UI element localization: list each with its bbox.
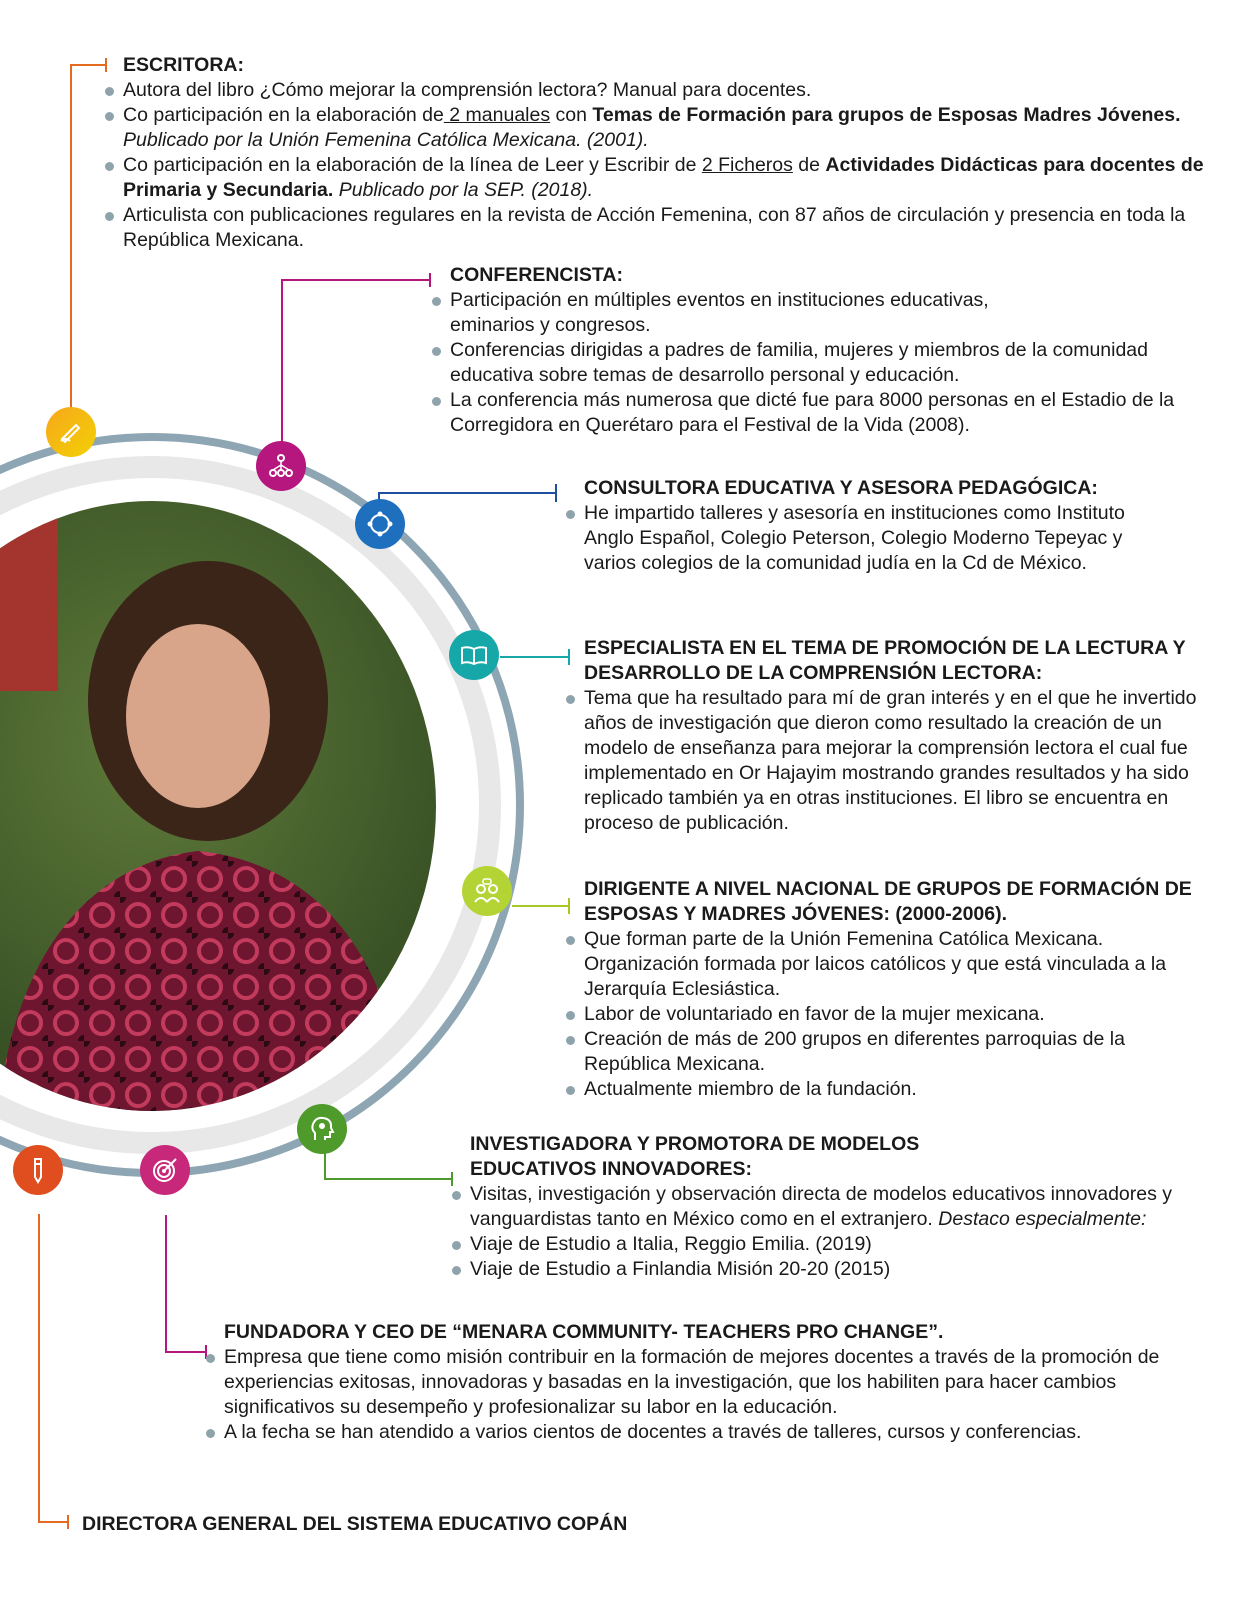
list-item: Autora del libro ¿Cómo mejorar la comprensión lectora? Manual para docentes. <box>105 78 1215 103</box>
section-investigadora <box>452 1132 1222 1282</box>
open-book-icon <box>449 630 499 680</box>
section-title: CONSULTORA EDUCATIVA Y ASESORA PEDAGÓGICA: <box>584 477 1098 499</box>
network-people-icon <box>256 441 306 491</box>
list-item: La conferencia más numerosa que dicté fue para 8000 personas en el Estadio de la Corregidora en Querétaro para el Festival de la Vida (2008). <box>432 388 1182 438</box>
team-meeting-icon <box>355 499 405 549</box>
section-title: ESCRITORA: <box>123 54 244 76</box>
section-title: CONFERENCISTA: <box>450 264 623 286</box>
section-dirigente <box>566 877 1216 1102</box>
section-conferencista <box>432 263 1182 438</box>
people-talking-icon <box>462 866 512 916</box>
list-item: Articulista con publicaciones regulares en la revista de Acción Femenina, con 87 años de circulación y presencia en toda la República Mexicana. <box>105 203 1215 253</box>
list-item: Que forman parte de la Unión Femenina Católica Mexicana. Organización formada por laicos católicos y que está vinculada a la Jerarquía Eclesiástica. <box>566 927 1174 1002</box>
section-directora-title: DIRECTORA GENERAL DEL SISTEMA EDUCATIVO COPÁN <box>82 1513 628 1535</box>
list-item: He impartido talleres y asesoría en instituciones como Instituto Anglo Español, Colegio Peterson, Colegio Moderno Tepeyac y varios colegios de la comunidad judía en la Cd de México. <box>566 501 1174 576</box>
section-fundadora <box>206 1320 1216 1445</box>
section-especialista <box>566 636 1216 836</box>
section-escritora <box>105 53 1215 253</box>
list-item: Co participación en la elaboración de 2 manuales con Temas de Formación para grupos de Esposas Madres Jóvenes. Publicado por la Unión Femenina Católica Mexicana. (2001). <box>105 103 1215 153</box>
list-item: Participación en múltiples eventos en instituciones educativas, eminarios y congresos. <box>432 288 1030 338</box>
list-item: Viaje de Estudio a Italia, Reggio Emilia. (2019) <box>452 1232 1222 1257</box>
section-title: DIRIGENTE A NIVEL NACIONAL DE GRUPOS DE FORMACIÓN DE ESPOSAS Y MADRES JÓVENES: (2000-2006). <box>584 878 1192 925</box>
section-title: FUNDADORA Y CEO DE “MENARA COMMUNITY- TEACHERS PRO CHANGE”. <box>224 1321 944 1343</box>
list-item: Labor de voluntariado en favor de la mujer mexicana. <box>566 1002 1216 1027</box>
list-item: Actualmente miembro de la fundación. <box>566 1077 1216 1102</box>
list-item: Creación de más de 200 grupos en diferentes parroquias de la República Mexicana. <box>566 1027 1174 1077</box>
list-item: Viaje de Estudio a Finlandia Misión 20-20 (2015) <box>452 1257 1222 1282</box>
list-item: Tema que ha resultado para mí de gran interés y en el que he invertido años de investigación que dieron como resultado la creación de un modelo de enseñanza para mejorar la comprensión lectora el cual fue implementado en Or Hajayim mostrando grandes resultados y ha sido replicado también ya en otras instituciones. El libro se encuentra en proceso de publicación. <box>566 686 1214 836</box>
list-item: Conferencias dirigidas a padres de familia, mujeres y miembros de la comunidad educativa sobre temas de desarrollo personal y educación. <box>432 338 1182 388</box>
pencil-icon <box>13 1145 63 1195</box>
section-title: INVESTIGADORA Y PROMOTORA DE MODELOS EDUCATIVOS INNOVADORES: <box>470 1133 920 1180</box>
list-item: Empresa que tiene como misión contribuir en la formación de mejores docentes a través de la promoción de experiencias exitosas, innovadoras y basadas en la investigación, que los habiliten para hacer cambios significativos su desempeño y profesionalizar su labor en la educación. <box>206 1345 1216 1420</box>
pen-paper-icon <box>46 407 96 457</box>
section-title: ESPECIALISTA EN EL TEMA DE PROMOCIÓN DE LA LECTURA Y DESARROLLO DE LA COMPRENSIÓN LECTORA: <box>584 637 1186 684</box>
list-item: A la fecha se han atendido a varios cientos de docentes a través de talleres, cursos y conferencias. <box>206 1420 1216 1445</box>
head-bulb-icon <box>297 1104 347 1154</box>
list-item: Visitas, investigación y observación directa de modelos educativos innovadores y vanguardistas tanto en México como en el extranjero. Destaco especialmente: <box>452 1182 1222 1232</box>
target-icon <box>140 1145 190 1195</box>
list-item: Co participación en la elaboración de la línea de Leer y Escribir de 2 Ficheros de Actividades Didácticas para docentes de Primaria y Secundaria. Publicado por la SEP. (2018). <box>105 153 1215 203</box>
section-consultora <box>566 476 1186 576</box>
